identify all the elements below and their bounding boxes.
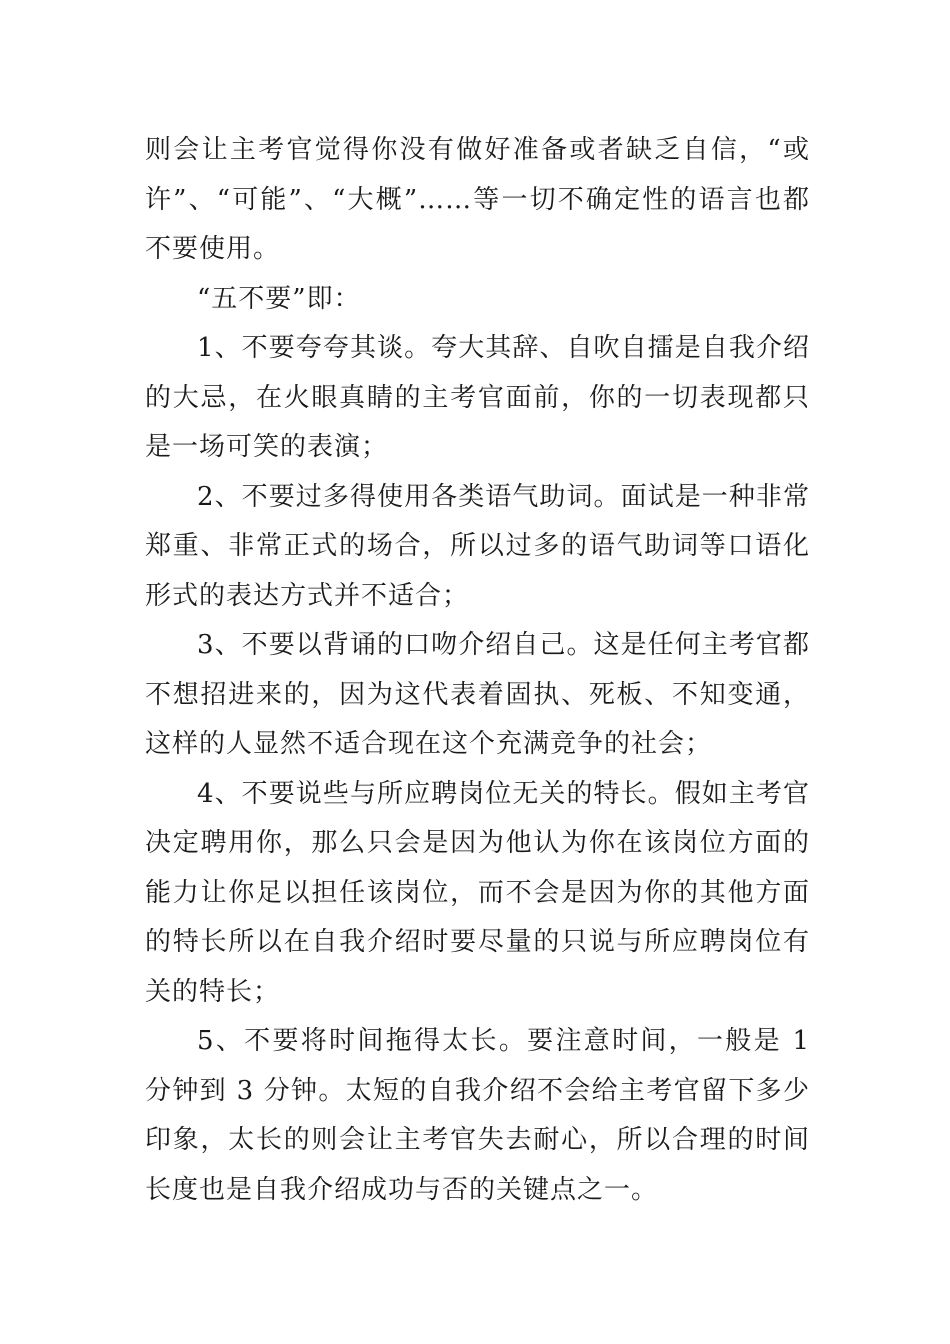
paragraph-item-5: 5、不要将时间拖得太长。要注意时间，一般是 1 分钟到 3 分钟。太短的自我介绍不会给主考官留下多少印象，太长的则会让主考官失去耐心，所以合理的时间长度也是自我介绍成功与否的关键点之一。	[145, 1026, 810, 1205]
paragraph-continuation: 则会让主考官觉得你没有做好准备或者缺乏自信，“或许”、“可能”、“大概”……等一切不确定性的语言也都不要使用。	[145, 135, 810, 264]
paragraph-item-3: 3、不要以背诵的口吻介绍自己。这是任何主考官都不想招进来的，因为这代表着固执、死板、不知变通，这样的人显然不适合现在这个充满竞争的社会；	[145, 630, 810, 759]
paragraph-item-1: 1、不要夸夸其谈。夸大其辞、自吹自擂是自我介绍的大忌，在火眼真睛的主考官面前，你的一切表现都只是一场可笑的表演；	[145, 333, 810, 462]
paragraph-item-4: 4、不要说些与所应聘岗位无关的特长。假如主考官决定聘用你，那么只会是因为他认为你在该岗位方面的能力让你足以担任该岗位，而不会是因为你的其他方面的特长所以在自我介绍时要尽量的只说与所应聘岗位有关的特长；	[145, 778, 810, 1007]
paragraph-item-2: 2、不要过多得使用各类语气助词。面试是一种非常郑重、非常正式的场合，所以过多的语气助词等口语化形式的表达方式并不适合；	[145, 481, 810, 611]
document-body	[145, 126, 810, 1215]
paragraph-five-donts-heading: “五不要”即：	[197, 283, 361, 314]
